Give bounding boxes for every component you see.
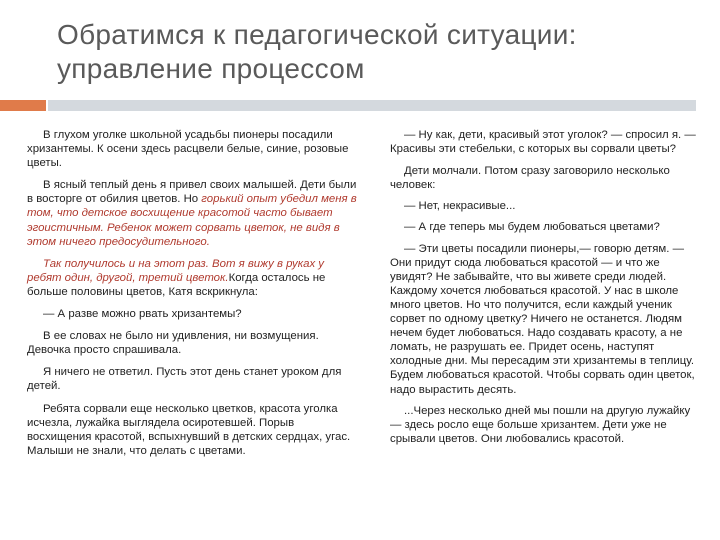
left-column bbox=[27, 128, 359, 466]
right-paragraph-1: — Ну как, дети, красивый этот уголок? — спросил я. — Красивы эти стебельки, с которых вы сорвали цветы? bbox=[390, 129, 696, 156]
right-paragraph-3: — Нет, некрасивые... bbox=[404, 200, 516, 213]
left-paragraph-5: В ее словах не было ни удивления, ни возмущения. Девочка просто спрашивала. bbox=[27, 330, 319, 357]
left-paragraph-7: Ребята сорвали еще несколько цветков, красота уголка исчезла, лужайка выглядела осиротевшей. Порыв восхищения красотой, вспыхнувший в детских сердцах, угас. Малыши не знали, что делать с цветами. bbox=[27, 402, 351, 457]
slide-title: Обратимся к педагогической ситуации: управление процессом bbox=[57, 19, 577, 84]
title-rule bbox=[48, 100, 696, 111]
right-paragraph-4: — А где теперь мы будем любоваться цветами? bbox=[404, 221, 660, 234]
left-paragraph-6: Я ничего не ответил. Пусть этот день станет уроком для детей. bbox=[27, 366, 342, 393]
highlighted-quote: Так получилось и на этот раз. Вот я вижу в руках у ребят один, другой, третий цветок. bbox=[27, 257, 324, 284]
right-column bbox=[390, 128, 696, 453]
paragraph-2-text: В ясный теплый день я привел своих малышей. Дети были в восторге от обилия цветов. Но bbox=[27, 179, 357, 206]
left-paragraph-2 bbox=[27, 178, 359, 248]
right-paragraph-5: — Эти цветы посадили пионеры,— говорю детям. — Они придут сюда любоваться красотой — и что же увидят? Не забывайте, что вы живете среди людей. Каждому хочется любоваться красотой. У нас в школе много цветов. Но что получится, если каждый ученик сорвет по одному цветку? Ничего не останется. Людям нечем будет любоваться. Надо создавать красоту, а не ломать, не разрушать ее. Придет осень, наступят холодные дни. Мы пересадим эти хризантемы в теплицу. Будем любоваться красотой. Чтобы сорвать один цветок, надо вырастить десять. bbox=[390, 242, 695, 396]
left-paragraph-4: — А разве можно рвать хризантемы? bbox=[43, 308, 242, 321]
accent-bar bbox=[0, 100, 46, 111]
paragraph-3-text: Когда осталось не больше половины цветов, Катя вскрикнула: bbox=[27, 271, 326, 298]
left-paragraph-1: В глухом уголке школьной усадьбы пионеры посадили хризантемы. К осени здесь расцвели белые, синие, розовые цветы. bbox=[27, 129, 349, 170]
right-paragraph-2: Дети молчали. Потом сразу заговорило несколько человек: bbox=[390, 165, 670, 192]
left-paragraph-3 bbox=[27, 257, 359, 299]
right-paragraph-6: ...Через несколько дней мы пошли на другую лужайку — здесь росло еще больше хризантем. Дети уже не срывали цветов. Они любовались красотой. bbox=[390, 404, 691, 445]
highlighted-quote: горький опыт убедил меня в том, что детское восхищение красотой часто бывает эгоистичным. Ребенок может сорвать цветок, не видя в этом ничего предосудительного. bbox=[27, 193, 357, 248]
